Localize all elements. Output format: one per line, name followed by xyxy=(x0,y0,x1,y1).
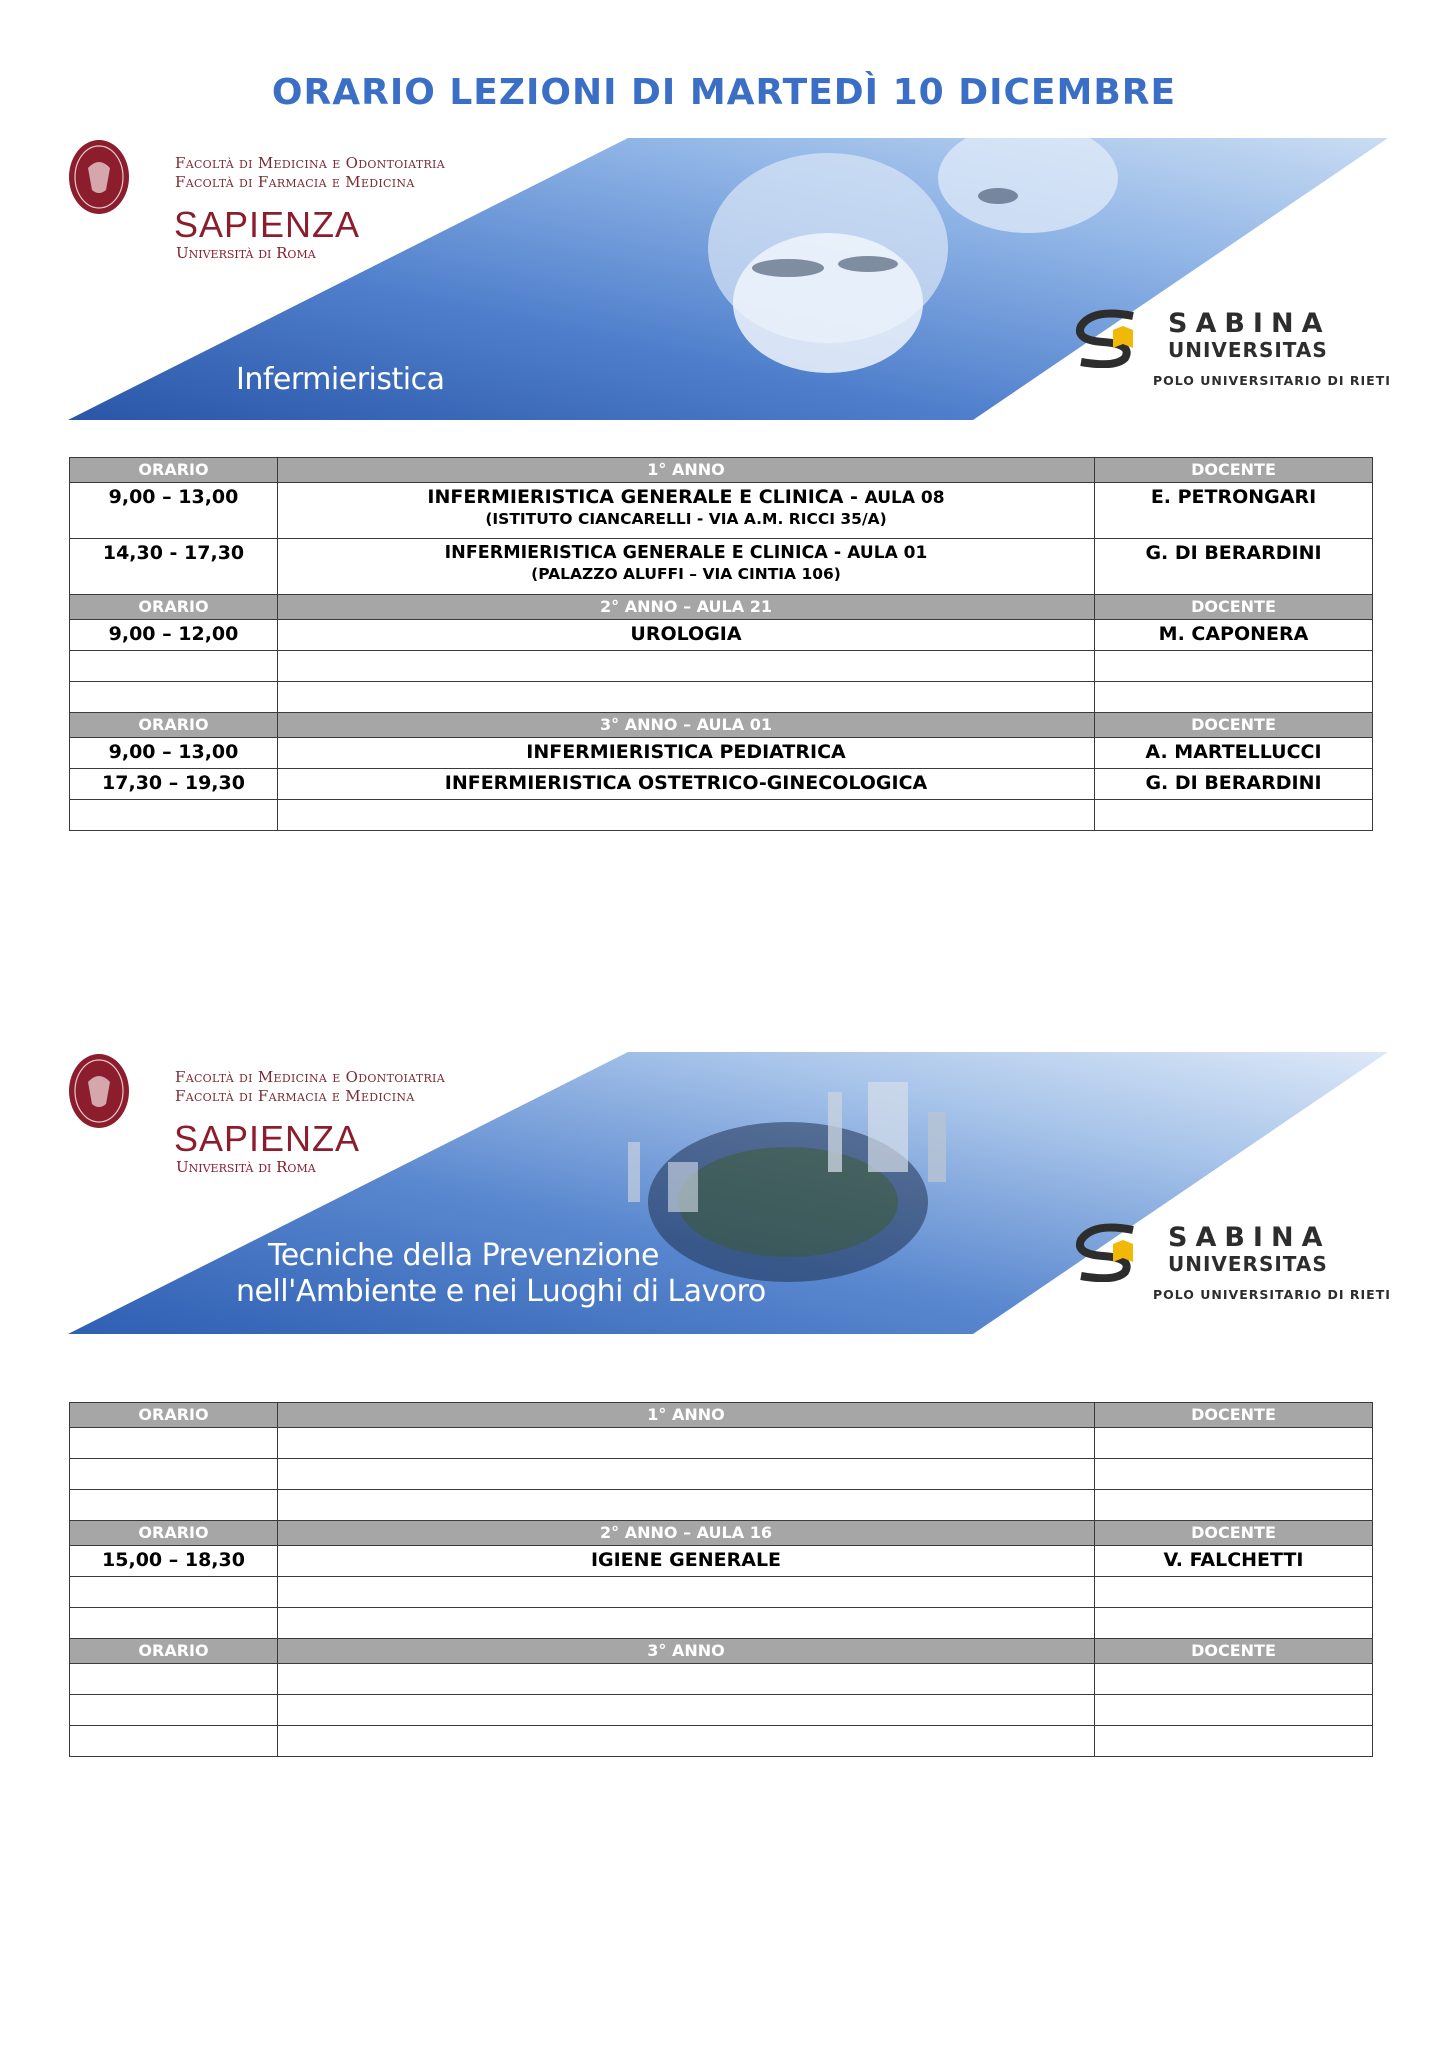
table-row xyxy=(70,1428,1373,1459)
cell-subject xyxy=(278,1490,1095,1521)
table-row xyxy=(70,1608,1373,1639)
schedule-table-tecniche-prevenzione xyxy=(69,1402,1373,1757)
sabina-logo xyxy=(1073,308,1391,398)
header-year: 1° ANNO xyxy=(278,458,1095,483)
cell-time xyxy=(70,682,278,713)
cell-subject xyxy=(278,1695,1095,1726)
sapienza-name: SAPIENZA xyxy=(174,204,361,245)
cell-teacher: G. DI BERARDINI xyxy=(1095,539,1373,595)
table-header xyxy=(70,1639,1373,1664)
sapienza-name: SAPIENZA xyxy=(174,1118,361,1159)
cell-teacher xyxy=(1095,1459,1373,1490)
sapienza-seal-icon xyxy=(68,1052,130,1130)
cell-teacher xyxy=(1095,1428,1373,1459)
course-name xyxy=(236,1238,766,1310)
header-time: ORARIO xyxy=(70,458,278,483)
subject-text: INFERMIERISTICA GENERALE E CLINICA - xyxy=(444,543,848,563)
cell-subject xyxy=(278,539,1095,595)
cell-time xyxy=(70,1608,278,1639)
faculty-line-1: Facoltà di Medicina e Odontoiatria xyxy=(175,1068,445,1086)
cell-subject: INFERMIERISTICA PEDIATRICA xyxy=(278,738,1095,769)
table-row xyxy=(70,1695,1373,1726)
sapienza-subtitle: Università di Roma xyxy=(176,1158,316,1176)
sabina-title: SABINA xyxy=(1168,1222,1331,1253)
cell-subject: IGIENE GENERALE xyxy=(278,1546,1095,1577)
header-teacher: DOCENTE xyxy=(1095,1521,1373,1546)
cell-time xyxy=(70,1577,278,1608)
cell-subject xyxy=(278,483,1095,539)
header-time: ORARIO xyxy=(70,595,278,620)
header-teacher: DOCENTE xyxy=(1095,595,1373,620)
header-time: ORARIO xyxy=(70,1639,278,1664)
header-teacher: DOCENTE xyxy=(1095,1639,1373,1664)
cell-subject xyxy=(278,1428,1095,1459)
cell-subject: UROLOGIA xyxy=(278,620,1095,651)
table-row xyxy=(70,800,1373,831)
cell-teacher xyxy=(1095,1695,1373,1726)
header-year: 2° ANNO – AULA 16 xyxy=(278,1521,1095,1546)
cell-time: 14,30 - 17,30 xyxy=(70,539,278,595)
cell-time: 9,00 – 12,00 xyxy=(70,620,278,651)
cell-teacher xyxy=(1095,1577,1373,1608)
header-year: 3° ANNO xyxy=(278,1639,1095,1664)
sabina-polo: POLO UNIVERSITARIO DI RIETI xyxy=(1153,373,1391,388)
table-row xyxy=(70,1664,1373,1695)
table-header xyxy=(70,1403,1373,1428)
table-row xyxy=(70,738,1373,769)
cell-teacher xyxy=(1095,800,1373,831)
faculty-names xyxy=(175,154,445,192)
cell-subject xyxy=(278,1726,1095,1757)
cell-time xyxy=(70,1664,278,1695)
sapienza-seal-icon xyxy=(68,138,130,216)
subject-aula: AULA 08 xyxy=(864,488,945,508)
cell-subject xyxy=(278,1664,1095,1695)
header-year: 3° ANNO – AULA 01 xyxy=(278,713,1095,738)
course-name xyxy=(236,362,444,398)
header-time: ORARIO xyxy=(70,1403,278,1428)
table-row xyxy=(70,539,1373,595)
cell-time xyxy=(70,1726,278,1757)
cell-time xyxy=(70,1459,278,1490)
course-line-1: Infermieristica xyxy=(236,362,445,397)
header-year: 1° ANNO xyxy=(278,1403,1095,1428)
cell-teacher: A. MARTELLUCCI xyxy=(1095,738,1373,769)
subject-aula: AULA 01 xyxy=(847,543,928,563)
cell-teacher: M. CAPONERA xyxy=(1095,620,1373,651)
cell-teacher xyxy=(1095,1608,1373,1639)
faculty-line-1: Facoltà di Medicina e Odontoiatria xyxy=(175,154,445,172)
cell-time: 15,00 – 18,30 xyxy=(70,1546,278,1577)
sabina-subtitle: UNIVERSITAS xyxy=(1168,1252,1328,1276)
table-row xyxy=(70,651,1373,682)
cell-subject xyxy=(278,1459,1095,1490)
banner-tecniche-prevenzione xyxy=(68,1052,1391,1334)
table-row xyxy=(70,682,1373,713)
cell-time xyxy=(70,651,278,682)
page-title: ORARIO LEZIONI DI MARTEDÌ 10 DICEMBRE xyxy=(271,72,1177,113)
table-row xyxy=(70,1726,1373,1757)
schedule-table-infermieristica xyxy=(69,457,1373,831)
table-row xyxy=(70,1577,1373,1608)
subject-location: (PALAZZO ALUFFI – VIA CINTIA 106) xyxy=(531,565,841,583)
cell-teacher xyxy=(1095,1726,1373,1757)
table-row xyxy=(70,1546,1373,1577)
cell-time xyxy=(70,1428,278,1459)
sabina-subtitle: UNIVERSITAS xyxy=(1168,338,1328,362)
cell-time: 9,00 – 13,00 xyxy=(70,738,278,769)
subject-text: INFERMIERISTICA GENERALE E CLINICA - xyxy=(427,486,865,508)
course-line-2: nell'Ambiente e nei Luoghi di Lavoro xyxy=(236,1274,766,1309)
header-year: 2° ANNO – AULA 21 xyxy=(278,595,1095,620)
cell-time xyxy=(70,800,278,831)
table-row xyxy=(70,1459,1373,1490)
header-time: ORARIO xyxy=(70,1521,278,1546)
sabina-book-icon xyxy=(1073,308,1163,368)
cell-teacher xyxy=(1095,1664,1373,1695)
table-header xyxy=(70,713,1373,738)
sabina-polo: POLO UNIVERSITARIO DI RIETI xyxy=(1153,1287,1391,1302)
header-teacher: DOCENTE xyxy=(1095,713,1373,738)
cell-subject xyxy=(278,682,1095,713)
table-header xyxy=(70,595,1373,620)
subject-location: (ISTITUTO CIANCARELLI - VIA A.M. RICCI 35/A) xyxy=(485,510,887,528)
sabina-book-icon xyxy=(1073,1222,1163,1282)
sabina-title: SABINA xyxy=(1168,308,1331,339)
cell-time xyxy=(70,1695,278,1726)
sabina-logo xyxy=(1073,1222,1391,1312)
header-time: ORARIO xyxy=(70,713,278,738)
course-line-1: Tecniche della Prevenzione xyxy=(268,1238,659,1273)
cell-time xyxy=(70,1490,278,1521)
cell-time: 9,00 – 13,00 xyxy=(70,483,278,539)
cell-subject xyxy=(278,1577,1095,1608)
table-header xyxy=(70,458,1373,483)
table-row xyxy=(70,1490,1373,1521)
cell-teacher xyxy=(1095,682,1373,713)
cell-time: 17,30 – 19,30 xyxy=(70,769,278,800)
banner-infermieristica xyxy=(68,138,1391,420)
cell-teacher xyxy=(1095,1490,1373,1521)
cell-subject xyxy=(278,1608,1095,1639)
table-row xyxy=(70,483,1373,539)
table-row xyxy=(70,769,1373,800)
cell-teacher xyxy=(1095,651,1373,682)
header-teacher: DOCENTE xyxy=(1095,1403,1373,1428)
cell-subject xyxy=(278,800,1095,831)
cell-teacher: V. FALCHETTI xyxy=(1095,1546,1373,1577)
faculty-names xyxy=(175,1068,445,1106)
sapienza-subtitle: Università di Roma xyxy=(176,244,316,262)
table-row xyxy=(70,620,1373,651)
header-teacher: DOCENTE xyxy=(1095,458,1373,483)
cell-teacher: G. DI BERARDINI xyxy=(1095,769,1373,800)
table-header xyxy=(70,1521,1373,1546)
cell-subject: INFERMIERISTICA OSTETRICO-GINECOLOGICA xyxy=(278,769,1095,800)
cell-teacher: E. PETRONGARI xyxy=(1095,483,1373,539)
faculty-line-2: Facoltà di Farmacia e Medicina xyxy=(175,173,415,191)
cell-subject xyxy=(278,651,1095,682)
faculty-line-2: Facoltà di Farmacia e Medicina xyxy=(175,1087,415,1105)
